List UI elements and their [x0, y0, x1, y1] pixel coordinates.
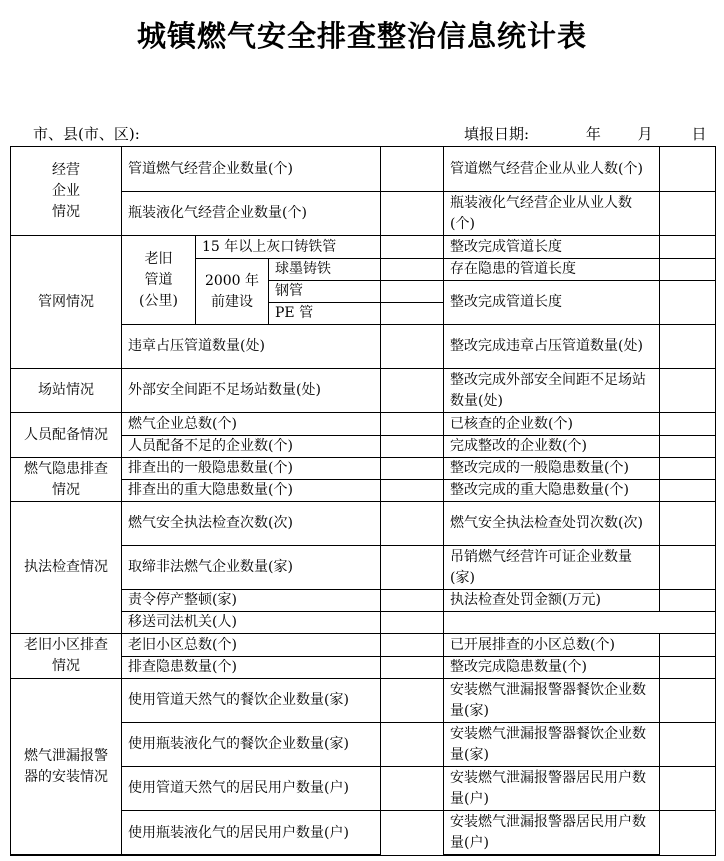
row-label-verified-enterprises-text: 已核查的企业数(个) [450, 415, 573, 432]
value-cell[interactable] [380, 368, 444, 413]
row-label-rectified-length-2-text: 整改完成管道长度 [450, 294, 562, 310]
value-cell[interactable] [659, 656, 716, 679]
section-stations [10, 368, 122, 413]
row-label-understaffed-enterprises [121, 435, 381, 458]
value-cell[interactable] [380, 766, 444, 811]
row-label-restaurants-lpg-text: 使用瓶装液化气的餐饮企业数量(家) [128, 736, 349, 752]
value-cell[interactable] [380, 656, 444, 679]
section-business-enterprises [10, 146, 122, 236]
fill-date-field [464, 123, 706, 144]
row-label-hazard-pipe-length-text: 存在隐患的管道长度 [450, 261, 576, 277]
row-label-restaurant-alarms-2-text: 安装燃气泄漏报警器餐饮企业数量(家) [450, 725, 646, 763]
row-label-old-community-total [121, 633, 381, 657]
value-cell[interactable] [659, 545, 716, 590]
row-label-community-hazards [121, 656, 381, 679]
value-cell[interactable] [659, 368, 716, 413]
row-label-revoked-licenses-text: 吊销燃气经营许可证企业数量(家) [450, 548, 632, 586]
row-label-old-community-total-text: 老旧小区总数(个) [128, 636, 237, 653]
row-label-enforcement-inspections-text: 燃气安全执法检查次数(次) [128, 515, 293, 531]
value-cell[interactable] [380, 479, 444, 502]
city-county-label: 市、县(市、区): [33, 125, 140, 143]
old-pipe-label [121, 235, 196, 325]
ductile-iron-label-text: 球墨铸铁 [275, 261, 331, 277]
row-label-total-gas-enterprises-text: 燃气企业总数(个) [128, 415, 237, 432]
section-gas-leak-alarms [10, 678, 122, 856]
value-cell[interactable] [659, 235, 716, 259]
row-label-penalty-amount [443, 589, 660, 612]
row-label-enforcement-inspections [121, 501, 381, 546]
row-label-illegal-occupation-text: 违章占压管道数量(处) [128, 338, 265, 354]
cast-iron-15yr-label-text: 15 年以上灰口铸铁管 [202, 238, 337, 255]
row-label-community-hazards-text: 排查隐患数量(个) [128, 659, 237, 675]
value-cell[interactable] [443, 611, 716, 634]
day-label: 日 [691, 125, 707, 143]
row-label-pipeline-gas-staff-text: 管道燃气经营企业从业人数(个) [450, 160, 643, 177]
row-label-revoked-licenses [443, 545, 660, 590]
section-staffing-text: 人员配备情况 [24, 426, 108, 443]
steel-pipe-label-text: 钢管 [275, 283, 303, 299]
row-label-major-hazards [121, 479, 381, 502]
section-hazard-inspection-text: 燃气隐患排查 情况 [24, 460, 108, 498]
row-label-enforcement-penalties-text: 燃气安全执法检查处罚次数(次) [450, 515, 643, 531]
section-law-enforcement [10, 501, 122, 634]
value-cell[interactable] [380, 678, 444, 723]
row-label-restaurant-alarms-1-text: 安装燃气泄漏报警器餐饮企业数量(家) [450, 681, 646, 719]
row-label-rectified-occupation [443, 324, 660, 369]
year-label: 年 [585, 125, 601, 143]
row-label-rectified-community-hazards [443, 656, 660, 679]
row-label-rectified-stations-text: 整改完成外部安全间距不足场站数量(处) [450, 371, 646, 409]
row-label-lpg-staff [443, 191, 660, 236]
value-cell[interactable] [659, 412, 716, 436]
row-label-residents-lpg [121, 810, 381, 856]
value-cell[interactable] [659, 501, 716, 546]
value-cell[interactable] [659, 633, 716, 657]
value-cell[interactable] [659, 457, 716, 480]
month-label: 月 [637, 125, 653, 143]
row-label-resident-alarms-1-text: 安装燃气泄漏报警器居民用户数量(户) [450, 769, 646, 807]
row-label-illegal-occupation [121, 324, 381, 369]
value-cell[interactable] [380, 501, 444, 546]
fill-date-label: 填报日期: [464, 125, 530, 143]
section-business-enterprises-text: 经营 企业 情况 [52, 161, 80, 220]
row-label-resident-alarms-2-text: 安装燃气泄漏报警器居民用户数量(户) [450, 814, 646, 851]
section-old-communities [10, 633, 122, 679]
row-label-lpg-enterprises-text: 瓶装液化气经营企业数量(个) [128, 205, 307, 221]
value-cell[interactable] [659, 766, 716, 811]
section-pipe-network-text: 管网情况 [38, 293, 94, 310]
row-label-banned-illegal-enterprises [121, 545, 381, 590]
section-gas-leak-alarms-text: 燃气泄漏报警 器的安装情况 [24, 748, 108, 785]
row-label-lpg-enterprises [121, 191, 381, 236]
row-label-banned-illegal-enterprises-text: 取缔非法燃气企业数量(家) [128, 559, 293, 575]
section-stations-text: 场站情况 [38, 382, 94, 398]
row-label-stations-insufficient-distance-text: 外部安全间距不足场站数量(处) [128, 382, 321, 398]
value-cell[interactable] [659, 589, 716, 612]
row-label-pipeline-gas-staff [443, 146, 660, 192]
value-cell[interactable] [659, 280, 716, 325]
steel-pipe-label [268, 280, 381, 303]
row-label-restaurants-pipeline-gas [121, 678, 381, 723]
row-label-judicial-transfer-text: 移送司法机关(人) [128, 614, 237, 630]
page-title: 城镇燃气安全排查整治信息统计表 [136, 19, 587, 53]
value-cell[interactable] [380, 435, 444, 458]
value-cell[interactable] [659, 722, 716, 767]
row-label-inspected-communities [443, 633, 660, 657]
row-label-major-hazards-text: 排查出的重大隐患数量(个) [128, 482, 293, 498]
value-cell[interactable] [659, 258, 716, 281]
value-cell[interactable] [380, 611, 444, 634]
row-label-understaffed-enterprises-text: 人员配备不足的企业数(个) [128, 438, 293, 454]
row-label-residents-pipeline-gas-text: 使用管道天然气的居民用户数量(户) [128, 780, 349, 796]
value-cell[interactable] [659, 479, 716, 502]
row-label-rectified-occupation-text: 整改完成违章占压管道数量(处) [450, 338, 643, 354]
row-label-resident-alarms-1 [443, 766, 660, 811]
value-cell[interactable] [380, 302, 444, 325]
section-pipe-network [10, 235, 122, 369]
row-label-stations-insufficient-distance [121, 368, 381, 413]
row-label-lpg-staff-text: 瓶装液化气经营企业从业人数(个) [450, 194, 632, 232]
row-label-rectified-general-hazards [443, 457, 660, 480]
row-label-restaurant-alarms-2 [443, 722, 660, 767]
row-label-restaurants-pipeline-gas-text: 使用管道天然气的餐饮企业数量(家) [128, 692, 349, 708]
row-label-rectified-stations [443, 368, 660, 413]
value-cell[interactable] [380, 146, 444, 192]
row-label-inspected-communities-text: 已开展排查的小区总数(个) [450, 636, 615, 653]
value-cell[interactable] [380, 545, 444, 590]
value-cell[interactable] [380, 235, 444, 259]
row-label-judicial-transfer [121, 611, 381, 634]
old-pipe-label-text: 老旧 管道 (公里) [139, 250, 178, 309]
pe-pipe-label-text: PE 管 [275, 305, 314, 321]
pe-pipe-label [268, 302, 381, 325]
value-cell[interactable] [659, 146, 716, 192]
value-cell[interactable] [380, 324, 444, 369]
section-hazard-inspection [10, 457, 122, 502]
row-label-restaurants-lpg [121, 722, 381, 767]
ductile-iron-label [268, 258, 381, 281]
section-staffing [10, 412, 122, 458]
row-label-rectified-major-hazards [443, 479, 660, 502]
row-label-restaurant-alarms-1 [443, 678, 660, 723]
section-law-enforcement-text: 执法检查情况 [24, 559, 108, 575]
row-label-hazard-pipe-length [443, 258, 660, 281]
row-label-pipeline-gas-enterprises [121, 146, 381, 192]
row-label-general-hazards [121, 457, 381, 480]
row-label-residents-lpg-text: 使用瓶装液化气的居民用户数量(户) [128, 824, 349, 841]
row-label-pipeline-gas-enterprises-text: 管道燃气经营企业数量(个) [128, 160, 293, 177]
value-cell[interactable] [380, 191, 444, 236]
row-label-resident-alarms-2 [443, 810, 660, 856]
row-label-rectified-major-hazards-text: 整改完成的重大隐患数量(个) [450, 482, 629, 498]
value-cell[interactable] [380, 589, 444, 612]
row-label-rectified-length-1-text: 整改完成管道长度 [450, 238, 562, 255]
cast-iron-15yr-label [195, 235, 381, 259]
value-cell[interactable] [380, 280, 444, 303]
value-cell[interactable] [380, 412, 444, 436]
row-label-rectified-length-2 [443, 280, 660, 325]
row-label-rectified-enterprises-text: 完成整改的企业数(个) [450, 438, 587, 454]
value-cell[interactable] [380, 810, 444, 856]
row-label-ordered-suspension [121, 589, 381, 612]
value-cell[interactable] [380, 457, 444, 480]
value-cell[interactable] [659, 435, 716, 458]
row-label-ordered-suspension-text: 责令停产整顿(家) [128, 592, 237, 608]
value-cell[interactable] [380, 258, 444, 281]
value-cell[interactable] [659, 191, 716, 236]
value-cell[interactable] [380, 633, 444, 657]
row-label-rectified-enterprises [443, 435, 660, 458]
value-cell[interactable] [659, 810, 716, 856]
row-label-rectified-length-1 [443, 235, 660, 259]
row-label-enforcement-penalties [443, 501, 660, 546]
row-label-residents-pipeline-gas [121, 766, 381, 811]
pre-2000-label [195, 258, 269, 325]
row-label-verified-enterprises [443, 412, 660, 436]
row-label-rectified-general-hazards-text: 整改完成的一般隐患数量(个) [450, 460, 629, 476]
section-old-communities-text: 老旧小区排查 情况 [24, 637, 108, 674]
value-cell[interactable] [659, 324, 716, 369]
value-cell[interactable] [380, 722, 444, 767]
row-label-rectified-community-hazards-text: 整改完成隐患数量(个) [450, 659, 587, 675]
row-label-penalty-amount-text: 执法检查处罚金额(万元) [450, 592, 601, 608]
row-label-general-hazards-text: 排查出的一般隐患数量(个) [128, 460, 293, 476]
row-label-total-gas-enterprises [121, 412, 381, 436]
pre-2000-label-text: 2000 年 前建设 [204, 272, 260, 310]
value-cell[interactable] [659, 678, 716, 723]
